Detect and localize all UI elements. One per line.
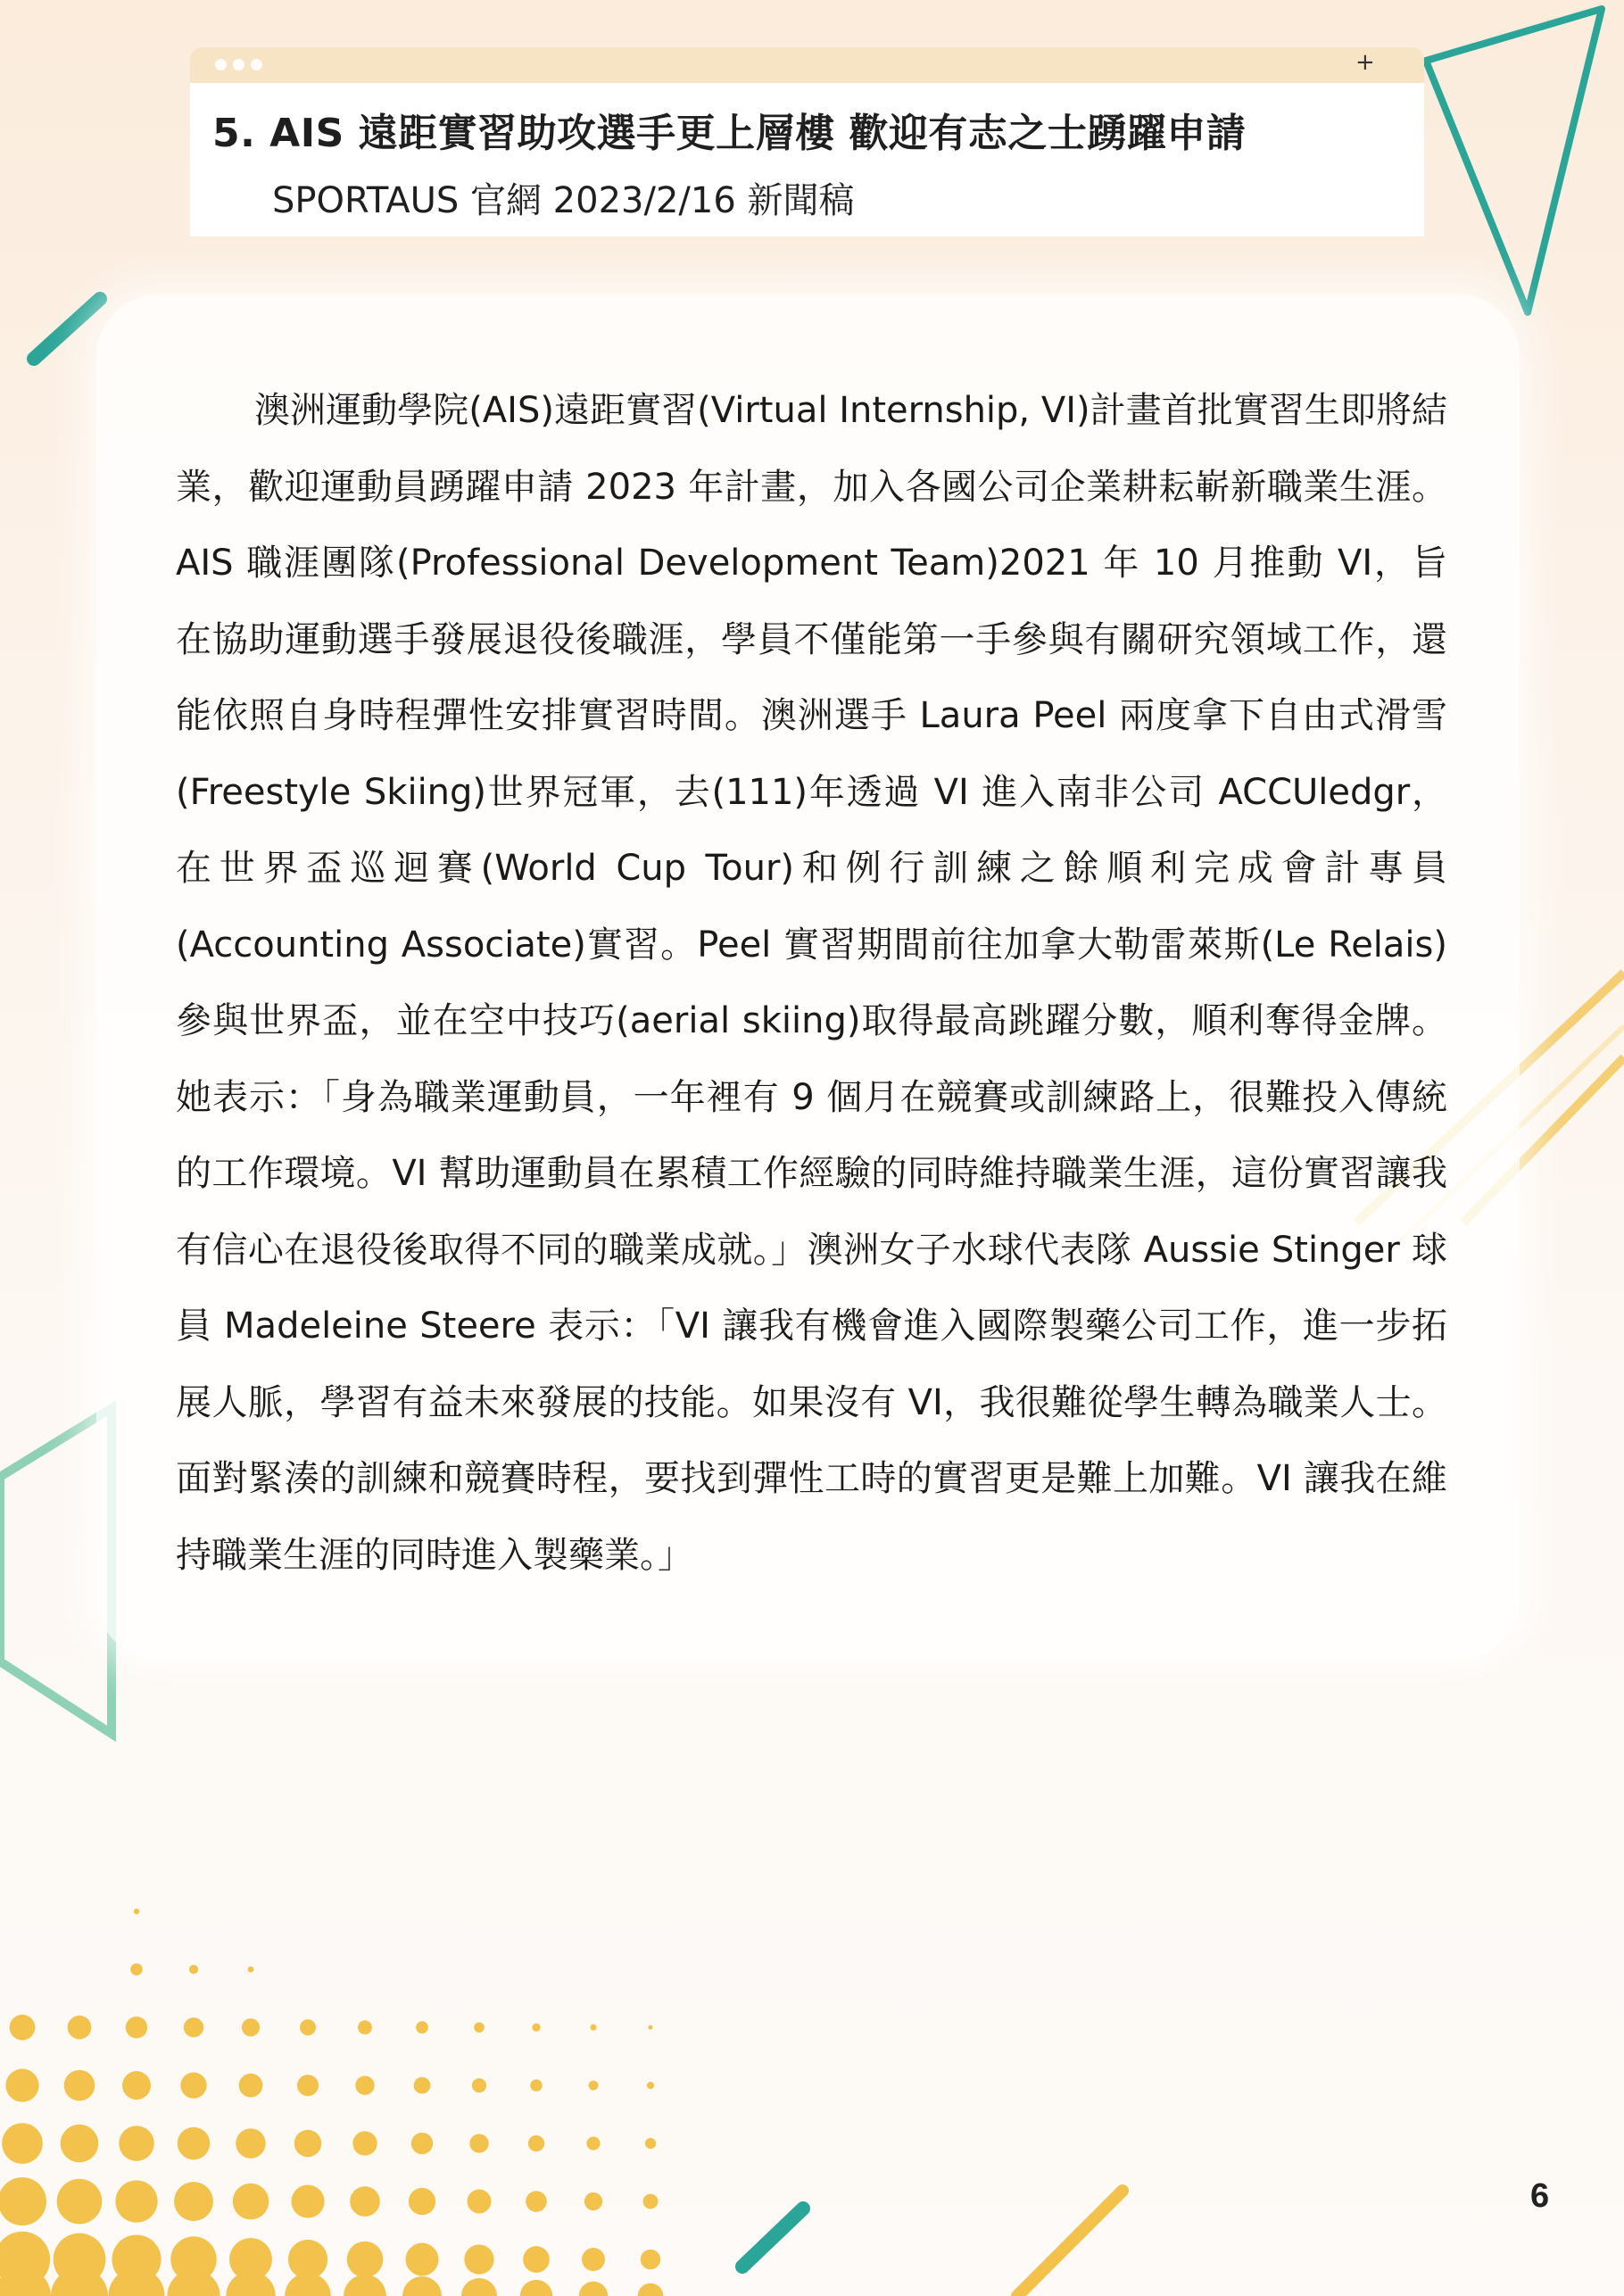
halftone-dot xyxy=(178,2127,210,2159)
halftone-dot xyxy=(589,2081,599,2091)
halftone-dot xyxy=(643,2194,659,2209)
halftone-dot xyxy=(530,2079,542,2091)
halftone-dot xyxy=(291,2184,324,2217)
window-dot xyxy=(215,59,227,70)
teal-stroke-decoration xyxy=(742,2209,803,2267)
halftone-dot xyxy=(68,2016,92,2040)
halftone-dot xyxy=(239,2074,263,2098)
teal-stroke-decoration xyxy=(34,299,100,359)
halftone-dot xyxy=(464,2244,493,2274)
article-title: 5. AIS 遠距實習助攻選手更上層樓 歡迎有志之士踴躍申請 xyxy=(212,111,1247,156)
halftone-dot xyxy=(64,2070,95,2101)
halftone-dot xyxy=(586,2136,600,2150)
halftone-dot xyxy=(584,2192,602,2210)
halftone-dot xyxy=(590,2024,596,2030)
halftone-dot xyxy=(526,2191,547,2212)
halftone-dot xyxy=(411,2133,433,2154)
halftone-dot xyxy=(115,2180,157,2222)
halftone-dot xyxy=(414,2077,431,2094)
halftone-dot xyxy=(638,2284,664,2296)
yellow-halftone-dots xyxy=(0,1909,663,2296)
window-dots xyxy=(215,59,262,70)
halftone-dot xyxy=(472,2078,486,2093)
halftone-dot xyxy=(0,2177,46,2226)
halftone-dot xyxy=(126,2017,147,2038)
halftone-dot xyxy=(2,2123,43,2164)
halftone-dot xyxy=(300,2019,316,2035)
halftone-dot xyxy=(226,2271,275,2296)
halftone-dot xyxy=(294,2130,321,2157)
halftone-dot xyxy=(641,2250,660,2269)
window-dot xyxy=(233,59,244,70)
halftone-dot xyxy=(189,1965,198,1974)
halftone-dot xyxy=(233,2184,269,2220)
halftone-dot xyxy=(10,2015,36,2041)
article-source-date: SPORTAUS 官網 2023/2/16 新聞稿 xyxy=(272,180,855,221)
halftone-dot xyxy=(648,2025,652,2029)
article-body: 澳洲運動學院(AIS)遠距實習(Virtual Internship, VI)計畫首批實習生即將結業，歡迎運動員踴躍申請 2023 年計畫，加入各國公司企業耕耘嶄新職業生涯。AIS 職涯團隊(Professional Development Team)2021 年 10 月推動 VI，旨在協助運動選手發展退役後職涯，學員不僅能第一手參與有關研究領域工作，還能依照自身時程彈性安排實習時間。澳洲選手 Laura Peel 兩度拿下自由式滑雪(Freestyle Skiing)世界冠軍，去(111)年透過 VI 進入南非公司 ACCUledgr，在世界盃巡迴賽(World Cup Tour)和例行訓練之餘順利完成會計專員(Accounting Associate)實習。Peel 實習期間前往加拿大勒雷萊斯(Le Relais)參與世界盃，並在空中技巧(aerial skiing)取得最高跳躍分數，順利奪得金牌。她表示：「身為職業運動員，一年裡有 9 個月在競賽或訓練路上，很難投入傳統的工作環境。VI 幫助運動員在累積工作經驗的同時維持職業生涯，這份實習讓我有信心在退役後取得不同的職業成就。」澳洲女子水球代表隊 Aussie Stinger 球員 Madeleine Steere 表示：「VI 讓我有機會進入國際製藥公司工作，進一步拓展人脈，學習有益未來發展的技能。如果沒有 VI，我很難從學生轉為職業人士。面對緊湊的訓練和競賽時程，要找到彈性工時的實習更是難上加難。VI 讓我在維持職業生涯的同時進入製藥業。」 xyxy=(176,390,1447,1576)
halftone-dot xyxy=(130,1963,143,1976)
page-number: 6 xyxy=(1530,2177,1550,2215)
halftone-dot xyxy=(134,1909,139,1914)
yellow-stroke-decoration xyxy=(1017,2191,1123,2296)
halftone-dot xyxy=(5,2068,38,2101)
halftone-dot xyxy=(579,2282,608,2296)
halftone-dot xyxy=(358,2020,372,2035)
halftone-dot xyxy=(402,2276,442,2296)
halftone-dot xyxy=(461,2278,497,2296)
halftone-dot xyxy=(645,2138,656,2149)
halftone-dot xyxy=(468,2190,492,2214)
halftone-dot xyxy=(469,2134,488,2152)
halftone-dot xyxy=(416,2021,428,2034)
halftone-dot xyxy=(355,2076,374,2094)
halftone-dot xyxy=(248,1967,254,1973)
halftone-dot xyxy=(119,2126,154,2161)
halftone-dot xyxy=(520,2280,552,2296)
halftone-dot xyxy=(344,2275,386,2296)
halftone-dot xyxy=(174,2182,213,2221)
halftone-dot xyxy=(184,2018,203,2037)
window-dot xyxy=(251,59,262,70)
halftone-dot xyxy=(285,2273,331,2296)
halftone-dot xyxy=(528,2135,544,2151)
halftone-dot xyxy=(406,2243,439,2276)
halftone-dot xyxy=(409,2188,435,2215)
plus-icon: + xyxy=(1355,49,1375,76)
halftone-dot xyxy=(352,2131,377,2155)
halftone-dot xyxy=(122,2071,151,2100)
halftone-dot xyxy=(242,2018,260,2036)
header-card xyxy=(190,83,1424,236)
halftone-dot xyxy=(474,2022,485,2033)
halftone-dot xyxy=(347,2242,384,2278)
halftone-dot xyxy=(180,2072,206,2098)
halftone-dot xyxy=(167,2269,220,2296)
halftone-dot xyxy=(297,2075,319,2096)
halftone-dot xyxy=(582,2248,605,2271)
halftone-dot xyxy=(236,2128,265,2158)
halftone-dot xyxy=(61,2125,99,2163)
halftone-dot xyxy=(523,2246,550,2273)
halftone-dot xyxy=(350,2186,380,2217)
teal-triangle-decoration xyxy=(1426,9,1602,312)
halftone-dot xyxy=(647,2082,654,2089)
halftone-dot xyxy=(532,2023,540,2031)
halftone-dot xyxy=(57,2179,103,2225)
mint-triangle-decoration xyxy=(0,1408,112,1734)
header-window-bar xyxy=(190,47,1424,83)
